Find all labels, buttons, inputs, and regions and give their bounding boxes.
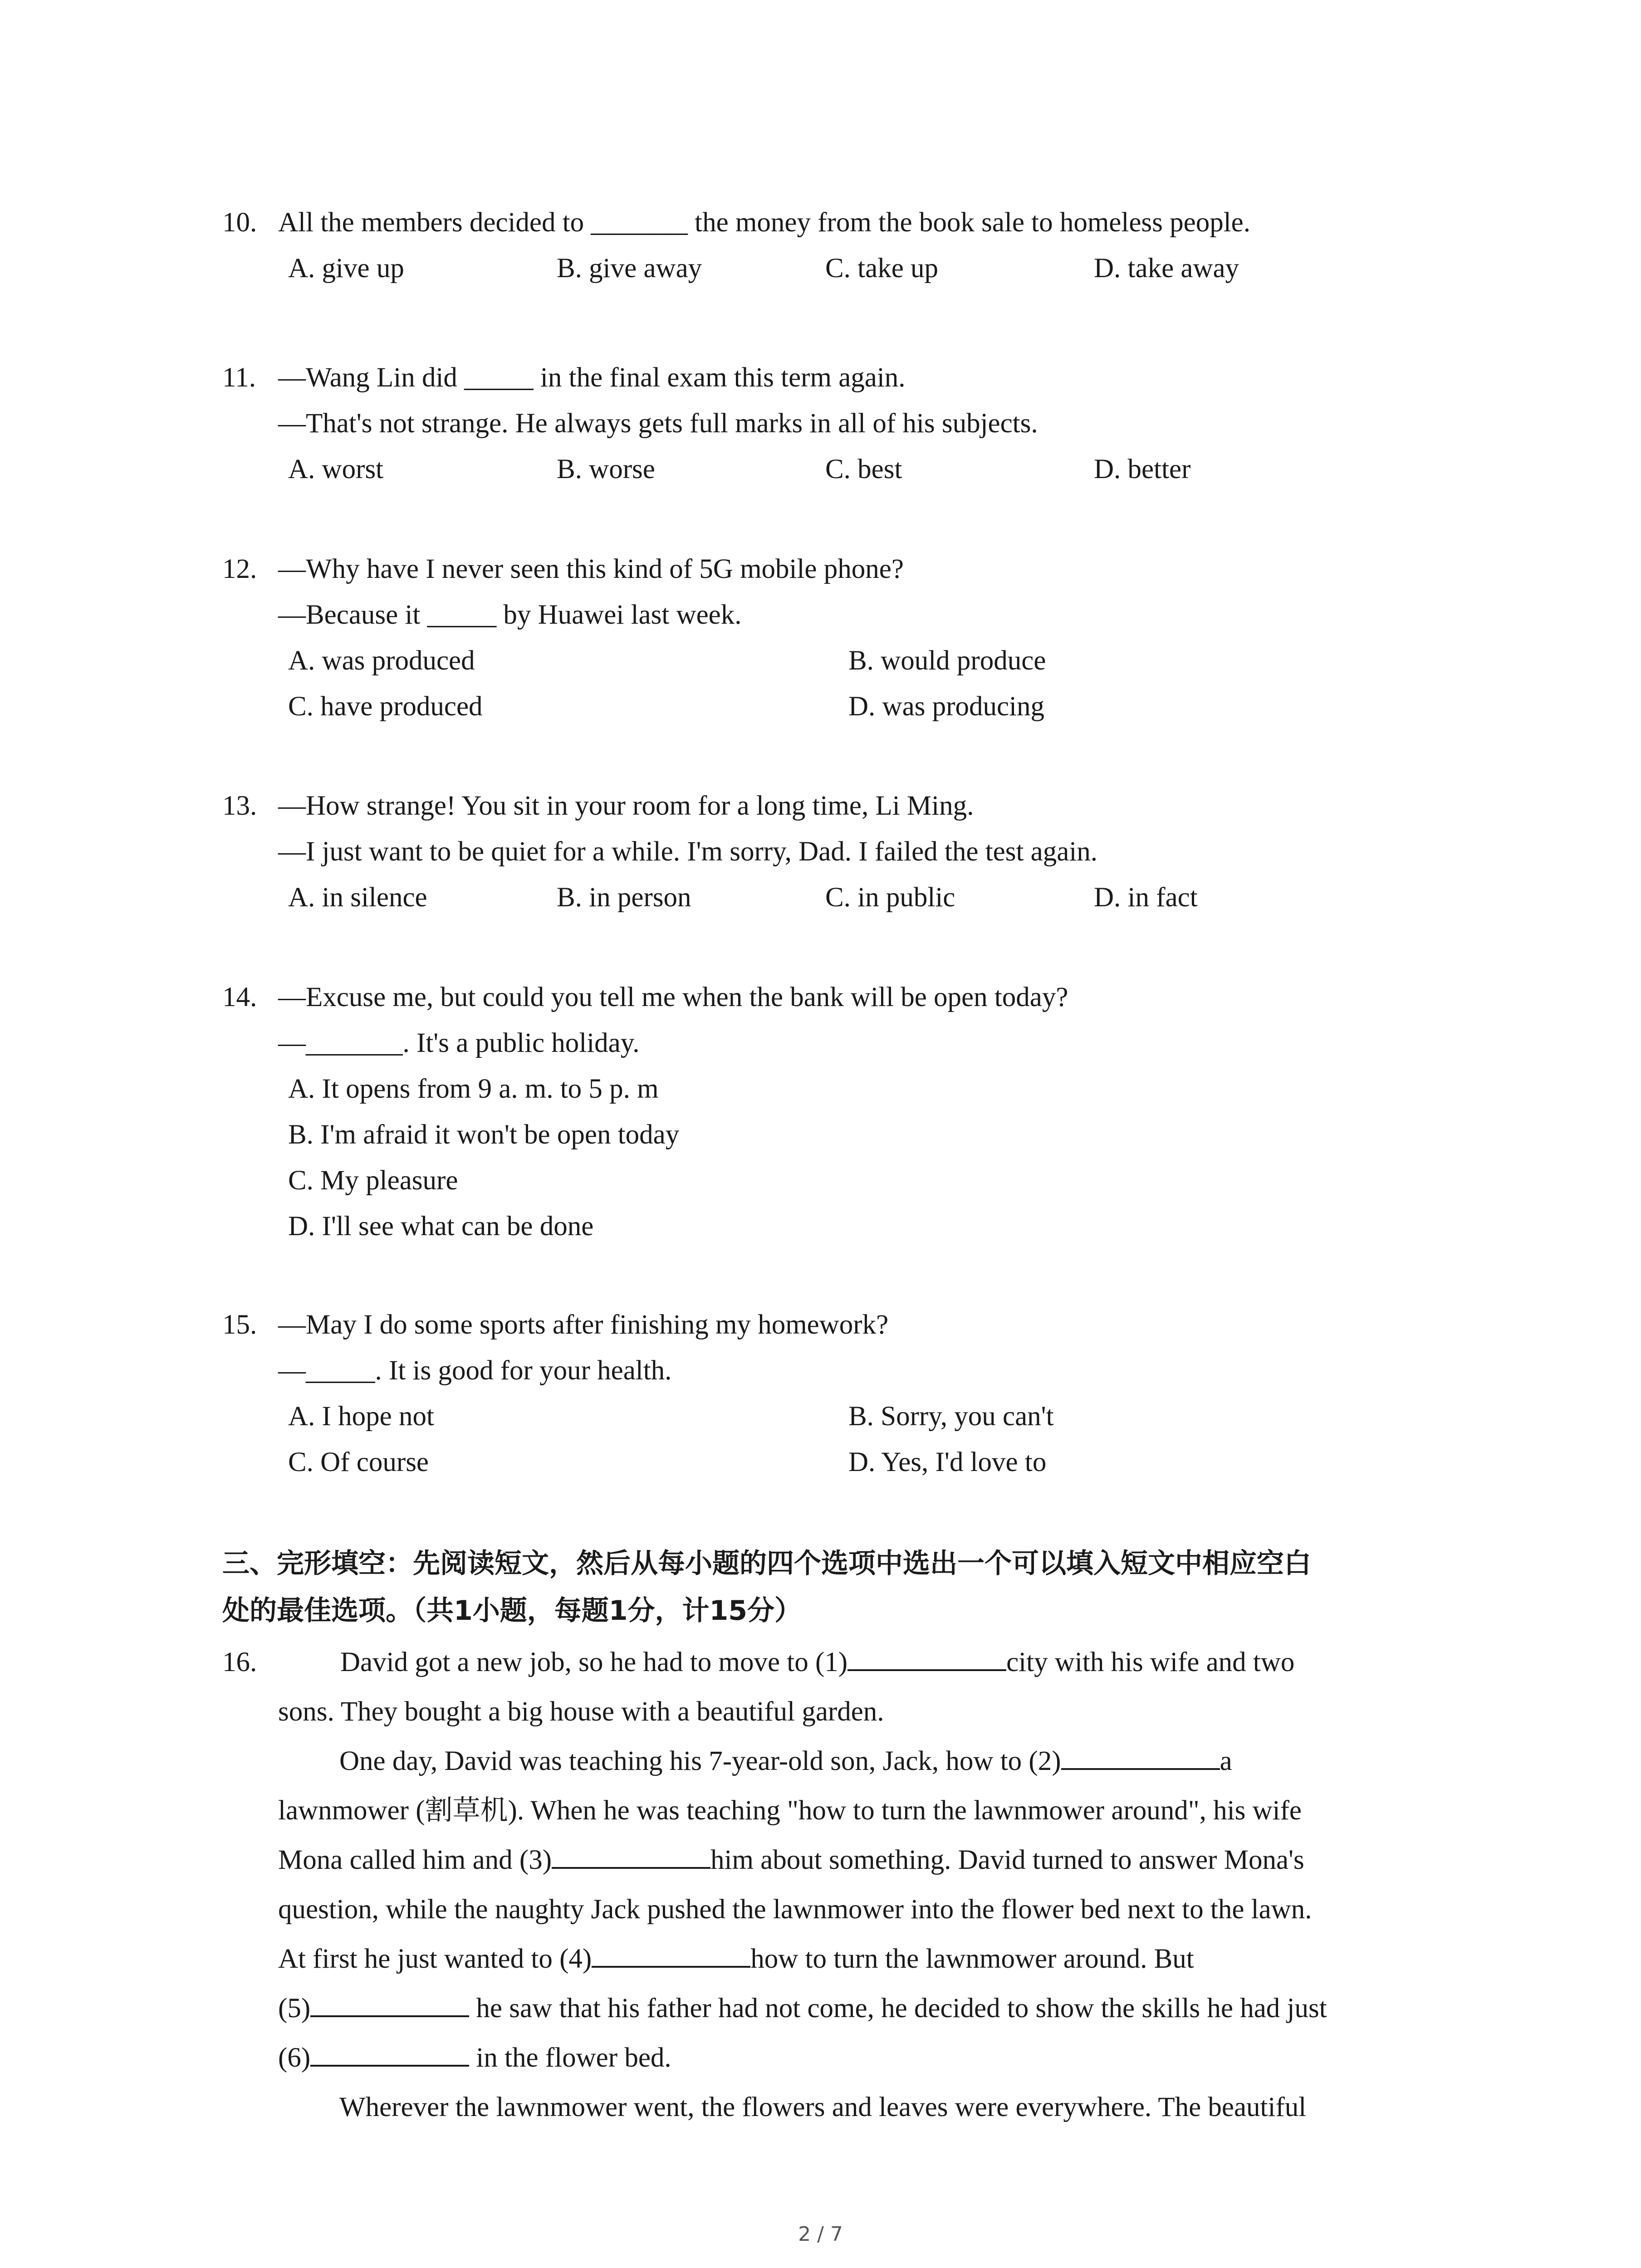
question-12 bbox=[222, 546, 1470, 729]
option-b: B. worse bbox=[557, 454, 655, 484]
passage-line: Wherever the lawnmower went, the flowers and leaves were everywhere. The beautiful bbox=[339, 2092, 1307, 2122]
option-a: A. give up bbox=[288, 253, 404, 284]
blank-2 bbox=[1061, 1740, 1220, 1770]
option-b: B. in person bbox=[557, 882, 691, 913]
option-d: D. in fact bbox=[1094, 882, 1198, 913]
passage-line: sons. They bought a big house with a beautiful garden. bbox=[278, 1696, 884, 1727]
question-number: 16. bbox=[222, 1647, 257, 1677]
option-c: C. Of course bbox=[288, 1447, 429, 1477]
option-c: C. take up bbox=[825, 253, 939, 284]
question-number: 14. bbox=[222, 982, 257, 1012]
question-11 bbox=[222, 355, 1470, 492]
section-heading-line: 处的最佳选项。（共1小题，每题1分，计15分） bbox=[222, 1595, 802, 1627]
question-stem: —Excuse me, but could you tell me when the bank will be open today? bbox=[278, 982, 1068, 1012]
option-a: A. It opens from 9 a. m. to 5 p. m bbox=[288, 1074, 659, 1104]
passage-line: lawnmower (割草机). When he was teaching "how to turn the lawnmower around", his wife bbox=[278, 1795, 1302, 1826]
section-heading-line: 三、完形填空：先阅读短文，然后从每小题的四个选项中选出一个可以填入短文中相应空白 bbox=[222, 1548, 1311, 1579]
passage-text: in the flower bed. bbox=[469, 2043, 671, 2073]
cloze-passage bbox=[222, 1637, 1484, 2132]
section-heading bbox=[222, 1540, 1470, 1634]
question-10 bbox=[222, 200, 1470, 291]
option-a: A. in silence bbox=[288, 882, 427, 913]
blank-5 bbox=[310, 1987, 469, 2017]
blank-1 bbox=[847, 1641, 1006, 1671]
question-13 bbox=[222, 783, 1470, 920]
question-number: 11. bbox=[222, 362, 256, 393]
question-line: —That's not strange. He always gets full marks in all of his subjects. bbox=[278, 408, 1038, 439]
option-d: D. better bbox=[1094, 454, 1191, 484]
passage-text: (6) bbox=[278, 2043, 311, 2073]
passage-text: how to turn the lawnmower around. But bbox=[750, 1944, 1194, 1974]
option-a: A. worst bbox=[288, 454, 384, 484]
option-a: A. was produced bbox=[288, 645, 475, 676]
option-b: B. Sorry, you can't bbox=[848, 1401, 1054, 1432]
question-line: —I just want to be quiet for a while. I'm sorry, Dad. I failed the test again. bbox=[278, 836, 1098, 867]
question-stem: —Why have I never seen this kind of 5G mobile phone? bbox=[278, 554, 904, 584]
question-14 bbox=[222, 974, 1470, 1249]
page-number: 2 / 7 bbox=[798, 2223, 843, 2246]
question-stem: All the members decided to _______ the money from the book sale to homeless people. bbox=[278, 207, 1250, 238]
passage-text: him about something. David turned to answer Mona's bbox=[710, 1845, 1304, 1875]
option-b: B. give away bbox=[557, 253, 702, 284]
blank-3 bbox=[552, 1839, 710, 1869]
question-line: —_______. It's a public holiday. bbox=[278, 1028, 640, 1058]
passage-text: a bbox=[1220, 1746, 1232, 1776]
blank-6 bbox=[310, 2037, 469, 2067]
question-number: 13. bbox=[222, 791, 257, 821]
passage-text: Mona called him and (3) bbox=[278, 1845, 552, 1875]
question-stem: —How strange! You sit in your room for a long time, Li Ming. bbox=[278, 791, 974, 821]
question-number: 15. bbox=[222, 1310, 257, 1340]
option-d: D. Yes, I'd love to bbox=[848, 1447, 1047, 1477]
question-line: —Because it _____ by Huawei last week. bbox=[278, 600, 742, 630]
passage-text: (5) bbox=[278, 1993, 311, 2024]
question-15 bbox=[222, 1302, 1470, 1485]
blank-4 bbox=[592, 1938, 750, 1968]
option-d: D. I'll see what can be done bbox=[288, 1211, 594, 1242]
option-c: C. in public bbox=[825, 882, 955, 913]
option-d: D. was producing bbox=[848, 691, 1045, 722]
option-d: D. take away bbox=[1094, 253, 1239, 284]
passage-text: At first he just wanted to (4) bbox=[278, 1944, 592, 1974]
passage-text: David got a new job, so he had to move to (1) bbox=[340, 1647, 848, 1677]
passage-text: he saw that his father had not come, he decided to show the skills he had just bbox=[469, 1993, 1327, 2024]
option-c: C. best bbox=[825, 454, 902, 484]
question-number: 10. bbox=[222, 207, 257, 238]
question-stem: —May I do some sports after finishing my homework? bbox=[278, 1310, 889, 1340]
passage-line: question, while the naughty Jack pushed the lawnmower into the flower bed next to the lawn. bbox=[278, 1894, 1312, 1925]
question-number: 12. bbox=[222, 554, 257, 584]
passage-text: One day, David was teaching his 7-year-old son, Jack, how to (2) bbox=[339, 1746, 1061, 1776]
option-b: B. would produce bbox=[848, 645, 1046, 676]
passage-text: city with his wife and two bbox=[1006, 1647, 1295, 1677]
question-stem: —Wang Lin did _____ in the final exam this term again. bbox=[278, 362, 906, 393]
question-line: —_____. It is good for your health. bbox=[278, 1355, 672, 1386]
option-a: A. I hope not bbox=[288, 1401, 434, 1432]
option-c: C. have produced bbox=[288, 691, 483, 722]
option-b: B. I'm afraid it won't be open today bbox=[288, 1119, 680, 1150]
option-c: C. My pleasure bbox=[288, 1165, 458, 1196]
